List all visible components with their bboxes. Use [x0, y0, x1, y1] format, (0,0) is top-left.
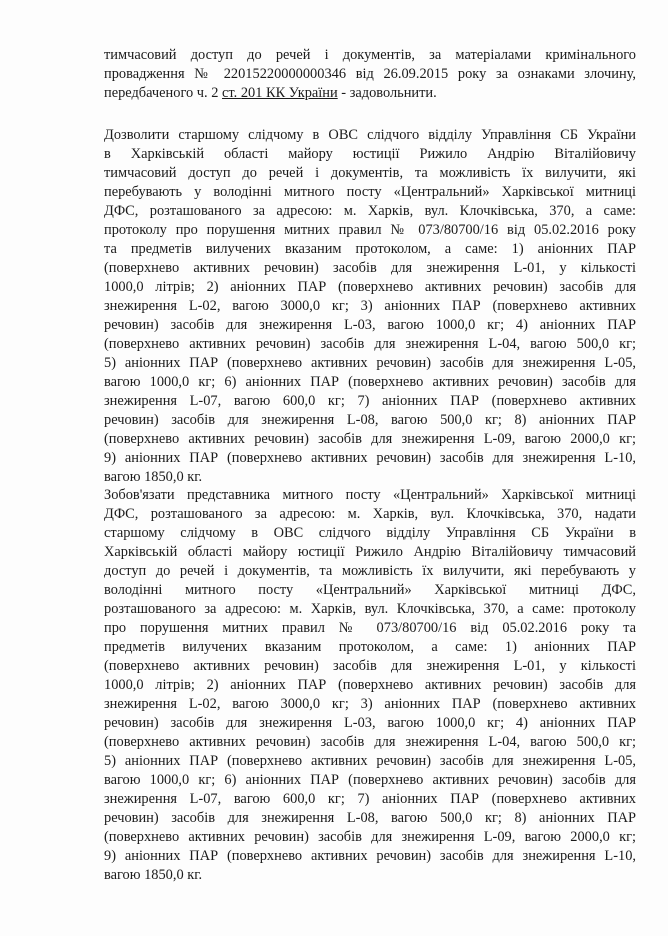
text-line: та предметів вилучених вказаним протоколом, а саме: 1) аніонних ПАР	[104, 241, 636, 257]
text-line: перебувають у володінні митного посту «Центральний» Харківської митниці	[104, 184, 636, 200]
text-line: (поверхнево активних речовин) засобів для знежирення L-01, у кількості	[104, 260, 636, 276]
text-line: розташованого за адресою: м. Харків, вул. Клочківська, 370, а саме: протоколу	[104, 601, 636, 617]
text-line: предметів вилучених вказаним протоколом, а саме: 1) аніонних ПАР	[104, 639, 636, 655]
text-line: знежирення L-02, вагою 3000,0 кг; 3) аніонних ПАР (поверхнево активних	[104, 696, 636, 712]
text-line: речовин) засобів для знежирення L-03, вагою 1000,0 кг; 4) аніонних ПАР	[104, 715, 636, 731]
text-line: 5) аніонних ПАР (поверхнево активних речовин) засобів для знежирення L-05,	[104, 753, 636, 769]
text-fragment: передбаченого ч. 2	[104, 85, 223, 101]
text-line: речовин) засобів для знежирення L-08, вагою 500,0 кг; 8) аніонних ПАР	[104, 412, 636, 428]
text-line: знежирення L-02, вагою 3000,0 кг; 3) аніонних ПАР (поверхнево активних	[104, 298, 636, 314]
text-line: (поверхнево активних речовин) засобів для знежирення L-01, у кількості	[104, 658, 636, 674]
text-line	[104, 84, 636, 103]
text-line: (поверхнево активних речовин) засобів для знежирення L-04, вагою 500,0 кг;	[104, 734, 636, 750]
text-line: речовин) засобів для знежирення L-08, вагою 500,0 кг; 8) аніонних ПАР	[104, 810, 636, 826]
text-line: 5) аніонних ПАР (поверхнево активних речовин) засобів для знежирення L-05,	[104, 355, 636, 371]
text-line: тимчасовий доступ до речей і документів, та можливість їх вилучити, які	[104, 165, 636, 181]
text-line: Зобов'язати представника митного посту «Центральний» Харківської митниці	[104, 487, 636, 503]
text-line: ДФС, розташованого за адресою: м. Харків, вул. Клочківська, 370, а саме:	[104, 203, 636, 219]
text-line: вагою 1850,0 кг.	[104, 469, 203, 485]
text-line: (поверхнево активних речовин) засобів для знежирення L-09, вагою 2000,0 кг;	[104, 829, 636, 845]
text-line: (поверхнево активних речовин) засобів для знежирення L-09, вагою 2000,0 кг;	[104, 431, 636, 447]
text-line: 1000,0 літрів; 2) аніонних ПАР (поверхнево активних речовин) засобів для	[104, 677, 636, 693]
text-line: протоколу про порушення митних правил № 073/80700/16 від 05.02.2016 року	[104, 222, 636, 238]
text-line: ДФС, розташованого за адресою: м. Харків, вул. Клочківська, 370, надати	[104, 506, 636, 522]
text-line: вагою 1000,0 кг; 6) аніонних ПАР (поверхнево активних речовин) засобів для	[104, 772, 636, 788]
text-line: вагою 1000,0 кг; 6) аніонних ПАР (поверхнево активних речовин) засобів для	[104, 374, 636, 390]
text-line: Харківській області майору юстиції Рижило Андрію Віталійовичу тимчасовий	[104, 544, 636, 560]
text-line: (поверхнево активних речовин) засобів для знежирення L-04, вагою 500,0 кг;	[104, 336, 636, 352]
text-line: знежирення L-07, вагою 600,0 кг; 7) аніонних ПАР (поверхнево активних	[104, 791, 636, 807]
text-line: 9) аніонних ПАР (поверхнево активних речовин) засобів для знежирення L-10,	[104, 848, 636, 864]
text-line: Дозволити старшому слідчому в ОВС слідчого відділу Управління СБ України	[104, 127, 636, 143]
text-line: доступ до речей і документів, та можливість їх вилучити, які перебувають у	[104, 563, 636, 579]
text-line: вагою 1850,0 кг.	[104, 867, 203, 883]
text-line: 1000,0 літрів; 2) аніонних ПАР (поверхнево активних речовин) засобів для	[104, 279, 636, 295]
text-line: володінні митного посту «Центральний» Харківської митниці ДФС,	[104, 582, 636, 598]
text-line: речовин) засобів для знежирення L-03, вагою 1000,0 кг; 4) аніонних ПАР	[104, 317, 636, 333]
text-line: старшому слідчому в ОВС слідчого відділу Управління СБ України в	[104, 525, 636, 541]
paragraph-obligation	[104, 486, 636, 885]
text-line: 9) аніонних ПАР (поверхнево активних речовин) засобів для знежирення L-10,	[104, 450, 636, 466]
paragraph-continuation	[104, 46, 636, 103]
law-article-link[interactable]: ст. 201 КК України	[222, 85, 338, 101]
text-line: тимчасовий доступ до речей і документів, за матеріалами кримінального	[104, 47, 636, 63]
text-line: в Харківській області майору юстиції Рижило Андрію Віталійовичу	[104, 146, 636, 162]
text-line: про порушення митних правил № 073/80700/16 від 05.02.2016 року та	[104, 620, 636, 636]
text-line: провадження № 22015220000000346 від 26.09.2015 року за ознаками злочину,	[104, 66, 636, 82]
text-line: знежирення L-07, вагою 600,0 кг; 7) аніонних ПАР (поверхнево активних	[104, 393, 636, 409]
text-fragment: - задовольнити.	[337, 85, 437, 101]
paragraph-permission	[104, 126, 636, 487]
